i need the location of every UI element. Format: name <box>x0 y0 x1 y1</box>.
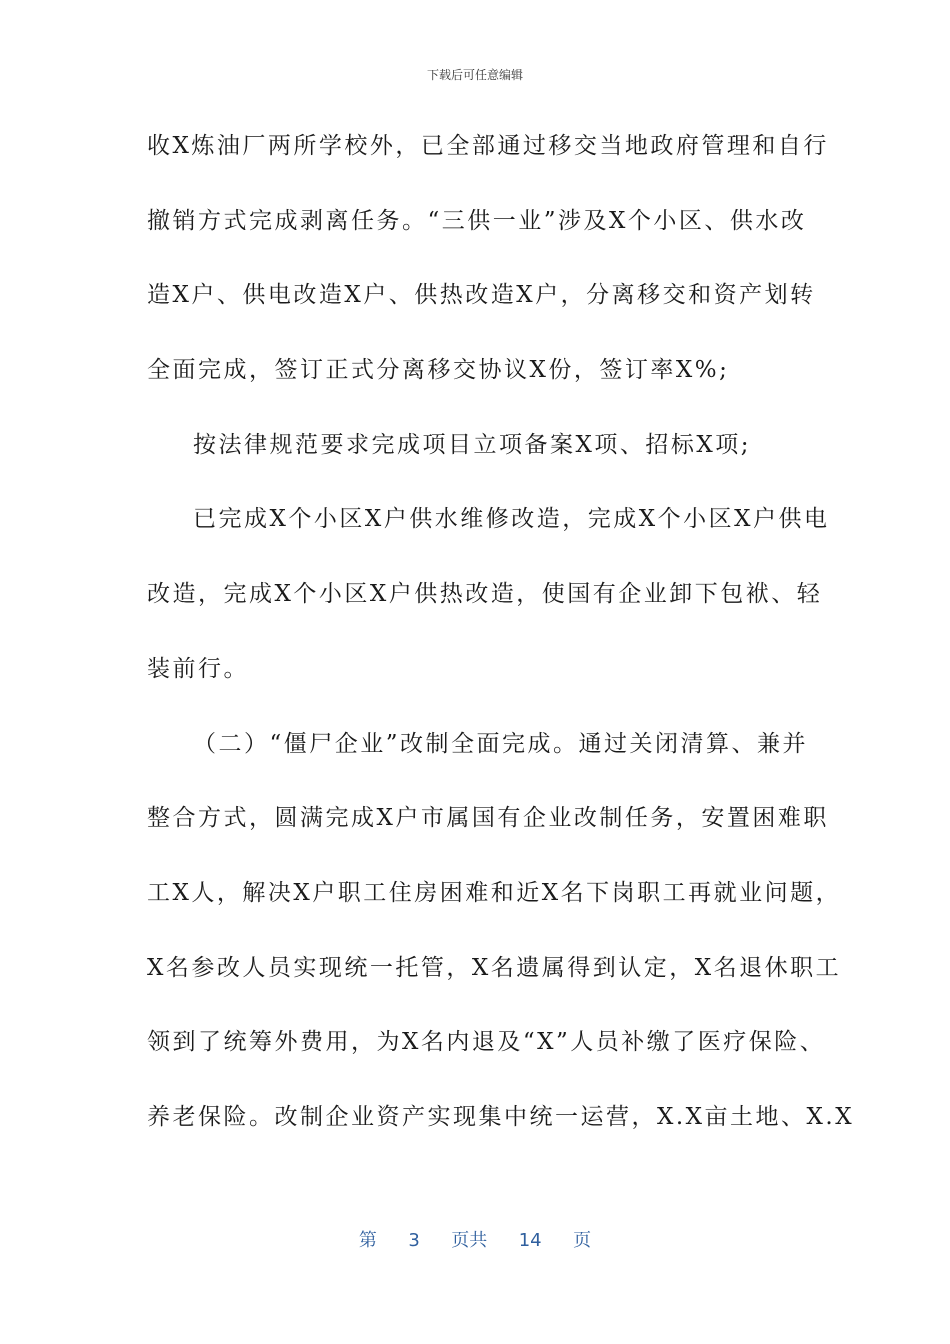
body-line: 领到了统筹外费用，为X名内退及“X”人员补缴了医疗保险、 <box>147 1029 826 1056</box>
body-line: X名参改人员实现统一托管，X名遗属得到认定，X名退休职工 <box>147 954 842 981</box>
body-line: 整合方式，圆满完成X户市属国有企业改制任务，安置困难职 <box>147 805 829 832</box>
body-line: 工X人，解决X户职工住房困难和近X名下岗职工再就业问题， <box>147 879 842 906</box>
page-header: 下载后可任意编辑 <box>426 68 523 82</box>
body-line: 撤销方式完成剥离任务。“三供一业”涉及X个小区、供水改 <box>147 207 807 234</box>
body-line: 已完成X个小区X户供水维修改造，完成X个小区X户供电 <box>193 506 830 533</box>
current-page-number: 3 <box>408 1230 420 1251</box>
body-line: 改造，完成X个小区X户供热改造，使国有企业卸下包袱、轻 <box>147 581 823 608</box>
body-line: 装前行。 <box>147 655 249 682</box>
total-pages-number: 14 <box>518 1230 542 1251</box>
page-label-prefix: 第 <box>358 1230 377 1251</box>
body-line: 按法律规范要求完成项目立项备案X项、招标X项; <box>193 431 751 458</box>
page-footer <box>0 1226 950 1252</box>
body-line: 养老保险。改制企业资产实现集中统一运营，X.X亩土地、X.X <box>147 1103 855 1130</box>
body-line: 造X户、供电改造X户、供热改造X户，分离移交和资产划转 <box>147 282 816 309</box>
body-line: （二）“僵尸企业”改制全面完成。通过关闭清算、兼并 <box>193 730 809 757</box>
page-label-mid: 页共 <box>451 1230 488 1251</box>
body-line: 全面完成，签订正式分离移交协议X份，签订率X%; <box>147 357 730 384</box>
page-label-suffix: 页 <box>573 1230 592 1251</box>
document-body <box>147 120 855 1166</box>
body-line: 收X炼油厂两所学校外，已全部通过移交当地政府管理和自行 <box>147 133 829 159</box>
